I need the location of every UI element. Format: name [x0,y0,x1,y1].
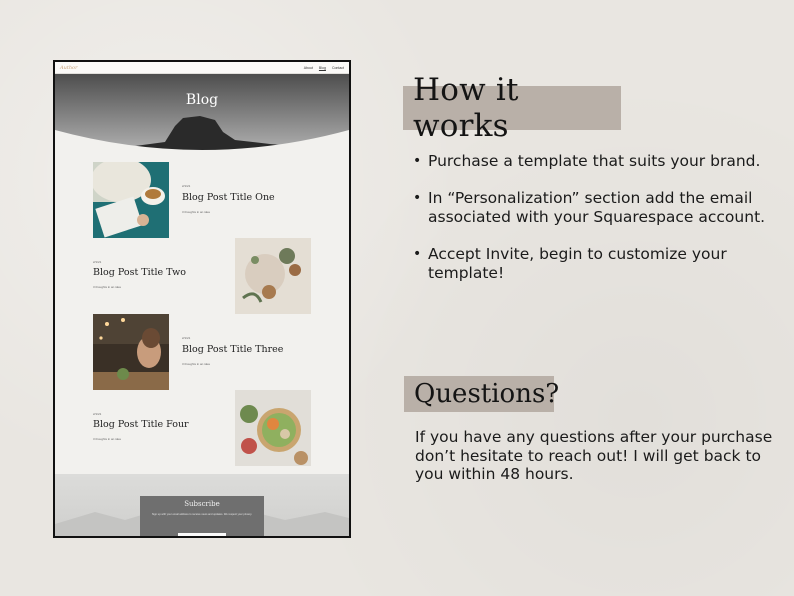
step-text: In “Personalization” section add the email associated with your Squarespace account. [428,189,766,226]
steps-list [413,152,773,301]
mockup-nav-links [304,66,344,70]
list-item [413,189,773,227]
bullet-icon: • [413,246,422,262]
subscribe-email-field[interactable] [178,533,226,536]
post-title-four[interactable]: Blog Post Title Four [93,419,189,430]
post-image-two[interactable] [235,238,311,314]
subscribe-text: Sign up with your email address to receive news and updates. We respect your privacy. [151,513,253,516]
post-title-one[interactable]: Blog Post Title One [182,192,275,203]
post-title-two[interactable]: Blog Post Title Two [93,267,187,278]
post-meta: 3 thoughts in an idea [182,210,210,214]
how-it-works-heading: How it works [403,86,621,130]
hero-title: Blog [185,92,219,108]
nav-link-contact[interactable]: Contact [331,65,344,70]
post-date: 2/1/21 [182,184,191,188]
questions-text: If you have any questions after your purchase don’t hesitate to reach out! I will get back to you within 48 hours. [415,428,773,483]
list-item [413,152,773,171]
step-text: Accept Invite, begin to customize your template! [428,245,727,282]
post-date: 2/1/21 [93,412,102,416]
post-meta: 3 thoughts in an idea [182,362,210,366]
subscribe-title: Subscribe [184,500,220,508]
bullet-icon: • [413,153,422,169]
questions-heading: Questions? [404,376,554,412]
nav-link-blog[interactable]: Blog [318,65,326,70]
mockup-navbar [55,62,349,74]
nav-link-about[interactable]: About [303,65,313,70]
post-date: 2/1/21 [182,336,191,340]
step-text: Purchase a template that suits your brand. [428,152,761,170]
post-meta: 3 thoughts in an idea [93,285,121,289]
post-title-three[interactable]: Blog Post Title Three [182,344,284,355]
subscribe-card [140,496,264,536]
mockup-logo[interactable]: Author [60,64,78,71]
bullet-icon: • [413,190,422,206]
subscribe-section [55,474,349,536]
post-image-one[interactable] [93,162,169,238]
hero-rock-image [55,74,349,154]
post-meta: 3 thoughts in an idea [93,437,121,441]
post-image-four[interactable] [235,390,311,466]
blog-hero-banner [55,74,349,154]
post-date: 2/1/21 [93,260,102,264]
list-item [413,245,773,283]
website-mockup [53,60,351,538]
post-image-three[interactable] [93,314,169,390]
